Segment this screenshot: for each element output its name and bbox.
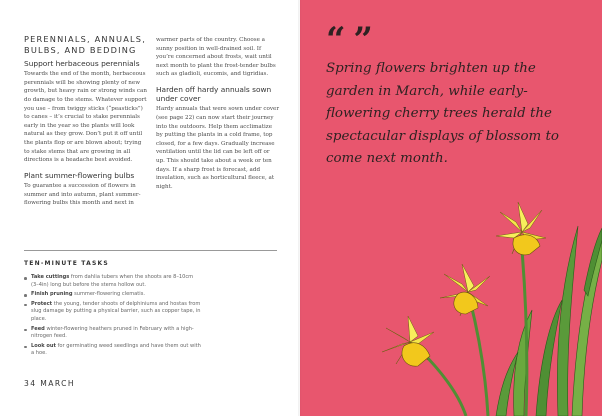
list-item: Finish pruning summer-flowering clematis. [24, 291, 201, 299]
text-column-1 [24, 59, 148, 214]
quote-mark-icon: “ ” [326, 20, 371, 60]
book-gutter [298, 0, 302, 416]
page-folio: 34 MARCH [24, 379, 75, 388]
bullet-icon [24, 304, 27, 307]
tasks-list [24, 274, 270, 358]
paragraph-support-perennials: Towards the end of the month, herbaceous perennials will be showing plenty of new growth, but heavy rain or strong winds can do damage to the stems. Whatever support you use – from twiggy sticks (“peasticks”) to canes – it’s crucial to stake perennials early in the year so the plants will look natural as they grow. Don’t put it off until the plants flop or are blown about; trying to stake stems that are growing in all directions is a headache best avoided. [24, 71, 147, 164]
list-item: Feed winter-flowering heathers pruned in February with a high-nitrogen feed. [24, 326, 201, 341]
bullet-icon [24, 346, 27, 349]
bullet-icon [24, 277, 27, 280]
paragraph-harden-off: Hardy annuals that were sown under cover (see page 22) can now start their journey into the outdoors. Help them acclimatize by putting the plants in a cold frame, top closed, for a few days. Gradually increase ventilation until the lid can be left off or up. This should take about a week or ten days. If a sharp frost is forecast, add insulation, such as horticultural fleece, at night. [156, 106, 279, 190]
list-item: Protect the young, tender shoots of delphiniums and hostas from slug damage by putting a physical barrier, such as copper tape, in place. [24, 301, 201, 324]
paragraph-summer-bulbs: To guarantee a succession of flowers in summer and into autumn, plant summer-flowering bulbs this month and next in [24, 182, 141, 207]
ten-minute-tasks [24, 254, 270, 360]
paragraph-summer-bulbs-cont: warmer parts of the country. Choose a sunny position in well-drained soil. If you’re concerned about frosts, wait until next month to plant the frost-tender bulbs such as gladioli, eucomis, and tigridias. [156, 37, 276, 78]
tasks-divider [24, 250, 277, 251]
section-title: PERENNIALS, ANNUALS, BULBS, AND BEDDING [24, 34, 147, 55]
heading-harden-off: Harden off hardy annuals sown under cover [156, 84, 272, 104]
heading-summer-bulbs: Plant summer-flowering bulbs [24, 170, 135, 180]
heading-support-perennials: Support herbaceous perennials [24, 59, 140, 68]
bullet-icon [24, 329, 27, 332]
bullet-icon [24, 294, 27, 297]
list-item: Look out for germinating weed seedlings and have them out with a hoe. [24, 343, 201, 358]
pull-quote: Spring flowers brighten up the garden in March, while early-flowering cherry trees herald the spectacular displays of blossom to come next month. [326, 61, 559, 167]
text-column-2 [156, 36, 280, 197]
list-item: Take cuttings from dahlia tubers when the shoots are 8–10cm (3–4in) long but before the stems hollow out. [24, 274, 201, 289]
tasks-title: TEN-MINUTE TASKS [24, 260, 109, 267]
